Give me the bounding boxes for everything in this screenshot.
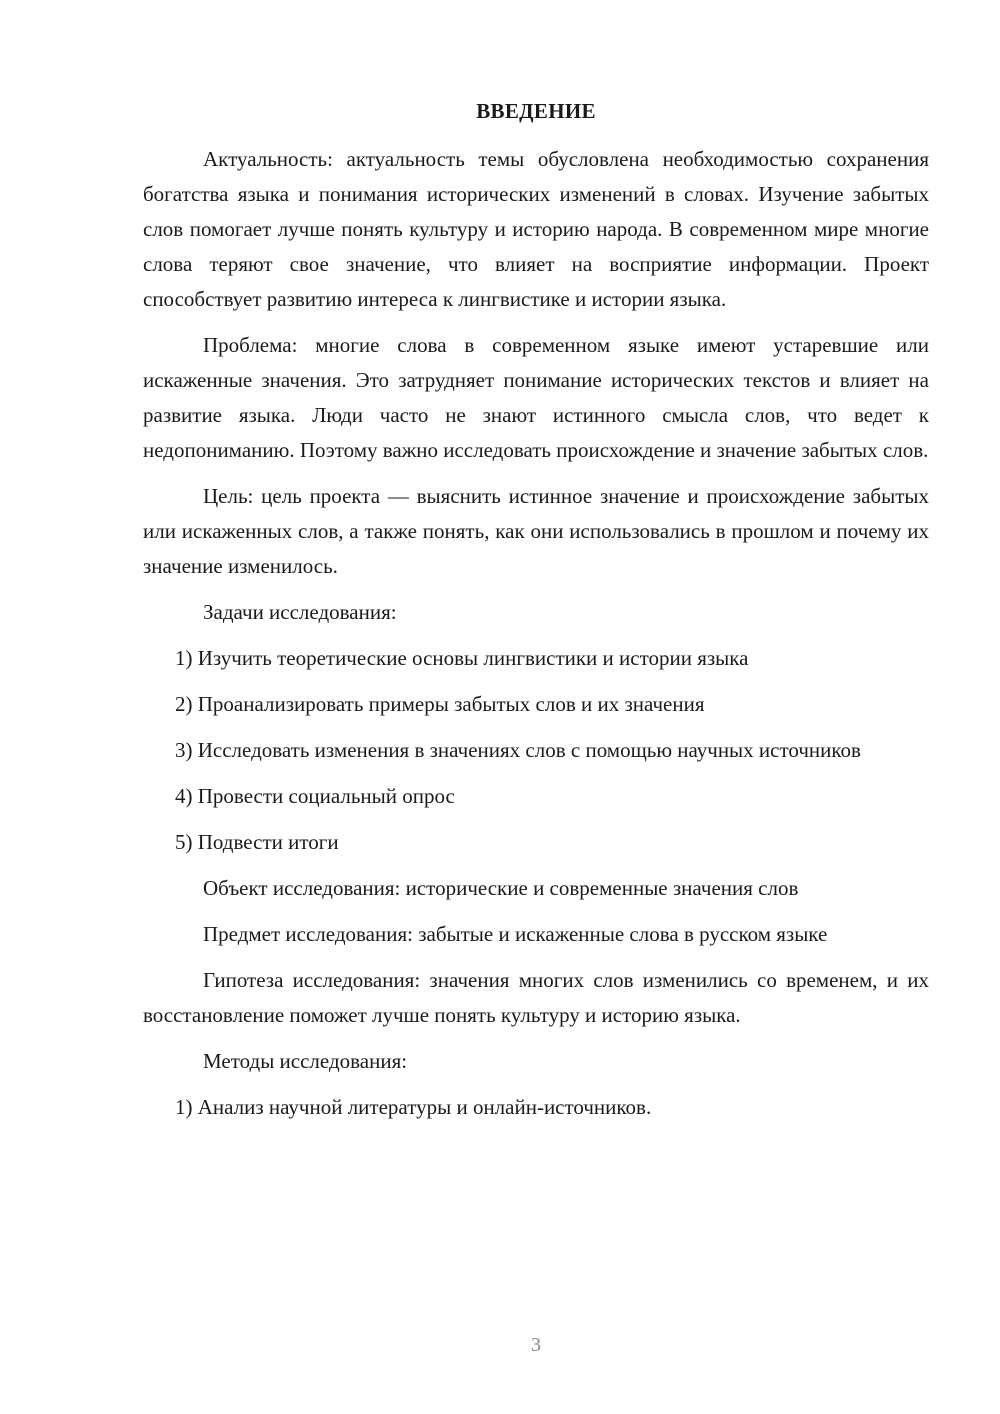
page-number: 3 — [531, 1334, 541, 1356]
paragraph-hypothesis: Гипотеза исследования: значения многих слов изменились со временем, и их восстановление поможет лучше понять культуру и историю языка. — [143, 968, 929, 1027]
task-item-1: 1) Изучить теоретические основы лингвистики и истории языка — [175, 646, 749, 670]
task-item-2: 2) Проанализировать примеры забытых слов и их значения — [175, 692, 705, 716]
task-item-4: 4) Провести социальный опрос — [175, 784, 455, 808]
document-page — [143, 0, 929, 1414]
task-item-3: 3) Исследовать изменения в значениях слов с помощью научных источников — [175, 738, 861, 762]
method-item-1: 1) Анализ научной литературы и онлайн-источников. — [175, 1095, 652, 1119]
paragraph-subject: Предмет исследования: забытые и искаженные слова в русском языке — [203, 922, 828, 946]
document-body — [143, 142, 929, 1125]
task-item-5: 5) Подвести итоги — [175, 830, 339, 854]
page-title: ВВЕДЕНИЕ — [476, 99, 596, 123]
paragraph-relevance: Актуальность: актуальность темы обусловлена необходимостью сохранения богатства языка и понимания исторических изменений в словах. Изучение забытых слов помогает лучше понять культуру и историю народа. В современном мире многие слова теряют свое значение, что влияет на восприятие информации. Проект способствует развитию интереса к лингвистике и истории языка. — [143, 147, 929, 311]
paragraph-goal: Цель: цель проекта — выяснить истинное значение и происхождение забытых или искаженных слов, а также понять, как они использовались в прошлом и почему их значение изменилось. — [143, 484, 929, 578]
tasks-heading: Задачи исследования: — [203, 600, 397, 624]
paragraph-object: Объект исследования: исторические и современные значения слов — [203, 876, 799, 900]
methods-heading: Методы исследования: — [203, 1049, 408, 1073]
paragraph-problem: Проблема: многие слова в современном языке имеют устаревшие или искаженные значения. Это затрудняет понимание исторических текстов и влияет на развитие языка. Люди часто не знают истинного смысла слов, что ведет к недопониманию. Поэтому важно исследовать происхождение и значение забытых слов. — [143, 333, 929, 462]
